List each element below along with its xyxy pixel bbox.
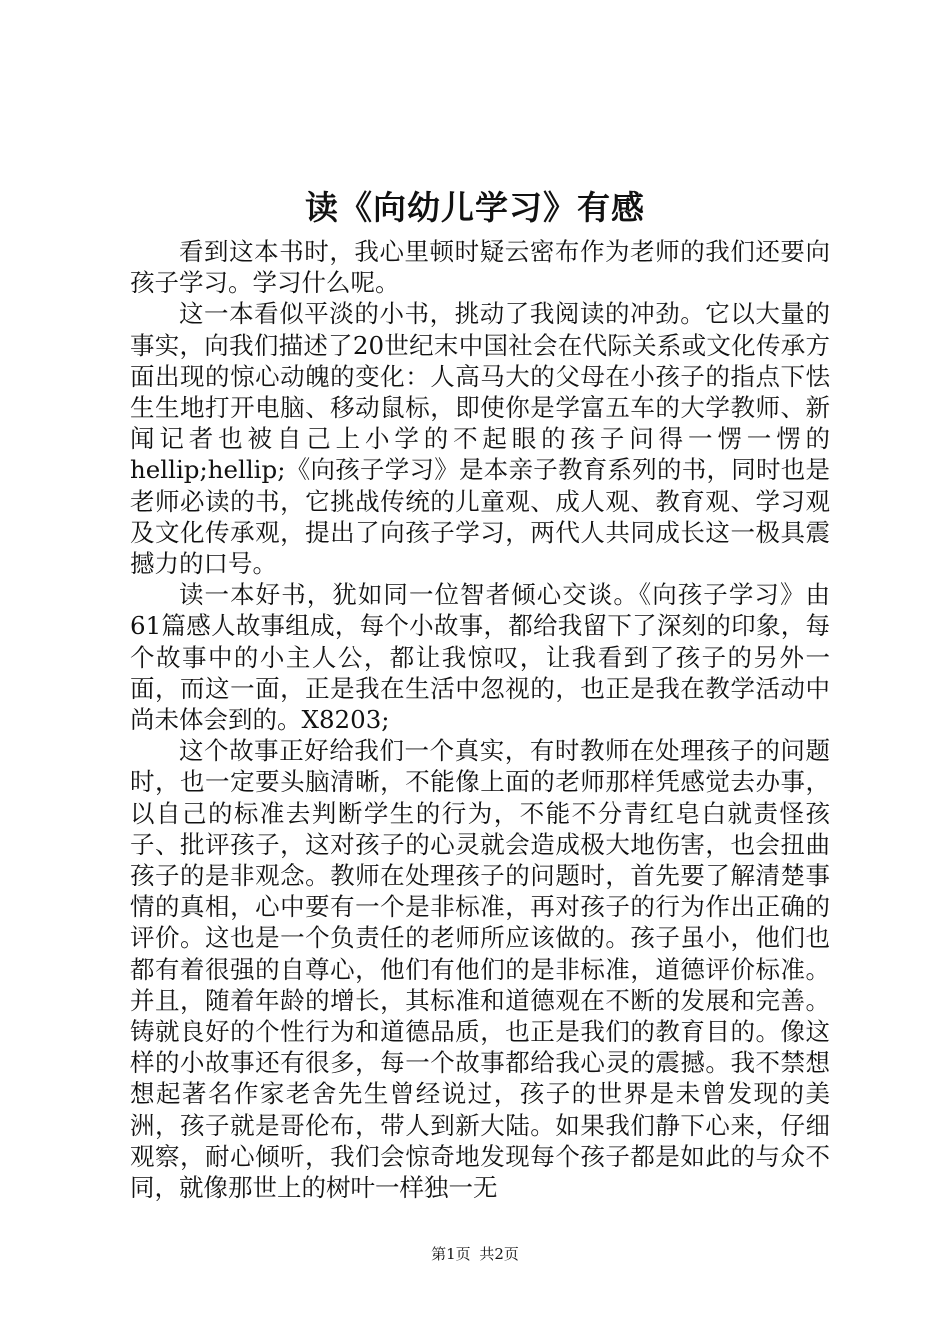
paragraph: 看到这本书时，我心里顿时疑云密布作为老师的我们还要向孩子学习。学习什么呢。: [130, 237, 830, 298]
page-footer: [0, 1244, 950, 1264]
paragraph: 这一本看似平淡的小书，挑动了我阅读的冲劲。它以大量的事实，向我们描述了20世纪末中国社会在代际关系或文化传承方面出现的惊心动魄的变化：人高马大的父母在小孩子的指点下怯生生地打开电脑、移动鼠标，即使你是学富五车的大学教师、新闻记者也被自己上小学的不起眼的孩子问得一愣一愣的hellip;hellip;《向孩子学习》是本亲子教育系列的书，同时也是老师必读的书，它挑战传统的儿童观、成人观、教育观、学习观及文化传承观，提出了向孩子学习，两代人共同成长这一极具震撼力的口号。: [130, 299, 830, 579]
paragraph: 读一本好书，犹如同一位智者倾心交谈。《向孩子学习》由61篇感人故事组成，每个小故事，都给我留下了深刻的印象，每个故事中的小主人公，都让我惊叹，让我看到了孩子的另外一面，而这一面，正是我在生活中忽视的，也正是我在教学活动中尚未体会到的。X8203;: [130, 580, 830, 735]
document-body: [130, 236, 830, 1203]
paragraph: 这个故事正好给我们一个真实，有时教师在处理孩子的问题时，也一定要头脑清晰，不能像上面的老师那样凭感觉去办事，以自己的标准去判断学生的行为，不能不分青红皂白就责怪孩子、批评孩子，这对孩子的心灵就会造成极大地伤害，也会扭曲孩子的是非观念。教师在处理孩子的问题时，首先要了解清楚事情的真相，心中要有一个是非标准，再对孩子的行为作出正确的评价。这也是一个负责任的老师所应该做的。孩子虽小，他们也都有着很强的自尊心，他们有他们的是非标准，道德评价标准。并且，随着年龄的增长，其标准和道德观在不断的发展和完善。铸就良好的个性行为和道德品质，也正是我们的教育目的。像这样的小故事还有很多，每一个故事都给我心灵的震撼。我不禁想想起著名作家老舍先生曾经说过，孩子的世界是未曾发现的美洲，孩子就是哥伦布，带人到新大陆。如果我们静下心来，仔细观察，耐心倾听，我们会惊奇地发现每个孩子都是如此的与众不同，就像那世上的树叶一样独一无: [130, 736, 830, 1203]
document-title: 读《向幼儿学习》有感: [305, 188, 645, 227]
page-indicator: 第1页 共2页: [431, 1245, 519, 1263]
